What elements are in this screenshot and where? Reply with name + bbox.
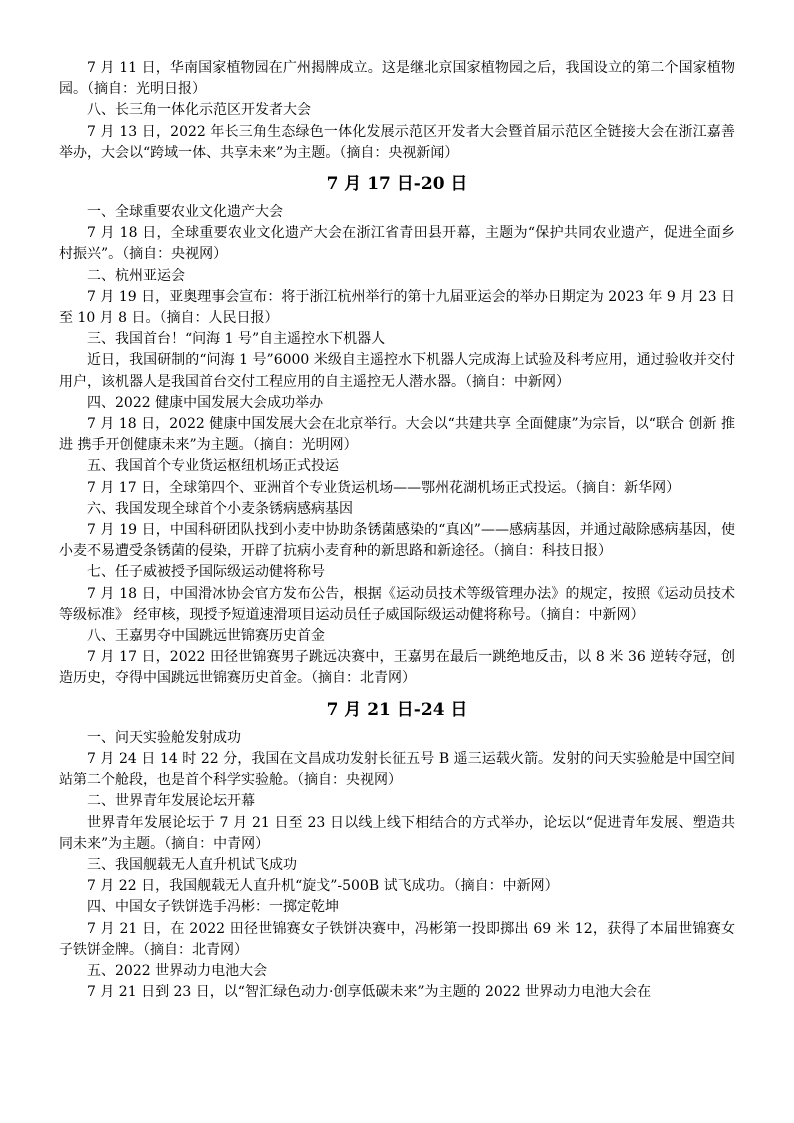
- section-heading: 三、我国舰载无人直升机试飞成功: [87, 856, 297, 873]
- section-heading: 四、中国女子铁饼选手冯彬：一掷定乾坤: [87, 899, 339, 916]
- paragraph: 近日，我国研制的“问海 1 号”6000 米级自主遥控水下机器人完成海上试验及科考应用，通过验收并交付用户，该机器人是我国首台交付工程应用的自主遥控无人潜水器。（摘自：中新网）: [59, 352, 735, 390]
- section-heading: 三、我国首台！“问海 1 号”自主遥控水下机器人: [87, 331, 386, 348]
- paragraph: 7 月 13 日，2022 年长三角生态绿色一体化发展示范区开发者大会暨首届示范区全链接大会在浙江嘉善举办，大会以“跨域一体、共享未来”为主题。（摘自：央视新闻）: [59, 123, 735, 161]
- paragraph: 7 月 19 日，亚奥理事会宣布：将于浙江杭州举行的第十九届亚运会的举办日期定为 2023 年 9 月 23 日至 10 月 8 日。（摘自：人民日报）: [59, 288, 735, 327]
- date-range-heading: 7 月 17 日-20 日: [326, 174, 468, 195]
- paragraph: 7 月 19 日，中国科研团队找到小麦中协助条锈菌感染的“真凶”——感病基因，并通过敲除感病基因，使小麦不易遭受条锈菌的侵染，开辟了抗病小麦育种的新思路和新途径。（摘自：科技日报）: [59, 522, 735, 560]
- section-heading: 八、长三角一体化示范区开发者大会: [87, 102, 311, 119]
- section-heading: 一、全球重要农业文化遗产大会: [87, 204, 283, 221]
- section-heading: 八、王嘉男夺中国跳远世锦赛历史首金: [87, 628, 325, 645]
- paragraph: 7 月 18 日，中国滑冰协会官方发布公告，根据《运动员技术等级管理办法》的规定，按照《运动员技术等级标准》 经审核，现授予短道速滑项目运动员任子威国际级运动健将称号。（摘自：中新网）: [59, 585, 735, 623]
- paragraph: 7 月 18 日，全球重要农业文化遗产大会在浙江省青田县开幕，主题为“保护共同农业遗产，促进全面乡村振兴”。（摘自：央视网）: [59, 225, 735, 263]
- paragraph: 7 月 17 日，2022 田径世锦赛男子跳远决赛中，王嘉男在最后一跳绝地反击，以 8 米 36 逆转夺冠，创造历史，夺得中国跳远世锦赛历史首金。（摘自：北青网）: [59, 649, 735, 687]
- paragraph: 世界青年发展论坛于 7 月 21 日至 23 日以线上线下相结合的方式举办，论坛以“促进青年发展、塑造共同未来”为主题。（摘自：中青网）: [59, 814, 735, 852]
- paragraph: 7 月 24 日 14 时 22 分，我国在文昌成功发射长征五号 B 遥三运载火箭。发射的问天实验舱是中国空间站第二个舱段，也是首个科学实验舱。（摘自：央视网）: [59, 750, 735, 789]
- paragraph: 7 月 21 日，在 2022 田径世锦赛女子铁饼决赛中，冯彬第一投即掷出 69 米 12，获得了本届世锦赛女子铁饼金牌。（摘自：北青网）: [59, 920, 735, 958]
- section-heading: 五、2022 世界动力电池大会: [87, 962, 268, 979]
- section-heading: 七、任子威被授予国际级运动健将称号: [87, 564, 325, 581]
- section-heading: 四、2022 健康中国发展大会成功举办: [87, 394, 324, 411]
- section-heading: 二、世界青年发展论坛开幕: [87, 793, 255, 810]
- section-heading: 六、我国发现全球首个小麦条锈病感病基因: [87, 500, 353, 517]
- paragraph: 7 月 21 日到 23 日，以“智汇绿色动力·创享低碳未来”为主题的 2022 世界动力电池大会在: [87, 984, 652, 1001]
- paragraph: 7 月 18 日，2022 健康中国发展大会在北京举行。大会以“共建共享 全面健康”为宗旨，以“联合 创新 推进 携手开创健康未来”为主题。（摘自：光明网）: [59, 416, 735, 454]
- paragraph: 7 月 11 日，华南国家植物园在广州揭牌成立。这是继北京国家植物园之后，我国设立的第二个国家植物园。（摘自：光明日报）: [59, 60, 735, 98]
- paragraph: 7 月 17 日，全球第四个、亚洲首个专业货运机场——鄂州花湖机场正式投运。（摘自：新华网）: [87, 479, 681, 496]
- document-body: [59, 58, 735, 1003]
- section-heading: 五、我国首个专业货运枢纽机场正式投运: [87, 458, 339, 475]
- paragraph: 7 月 22 日，我国舰载无人直升机“旋戈”-500B 试飞成功。（摘自：中新网）: [87, 878, 559, 895]
- section-heading: 二、杭州亚运会: [87, 267, 185, 284]
- date-range-heading: 7 月 21 日-24 日: [326, 699, 468, 720]
- section-heading: 一、问天实验舱发射成功: [87, 729, 241, 746]
